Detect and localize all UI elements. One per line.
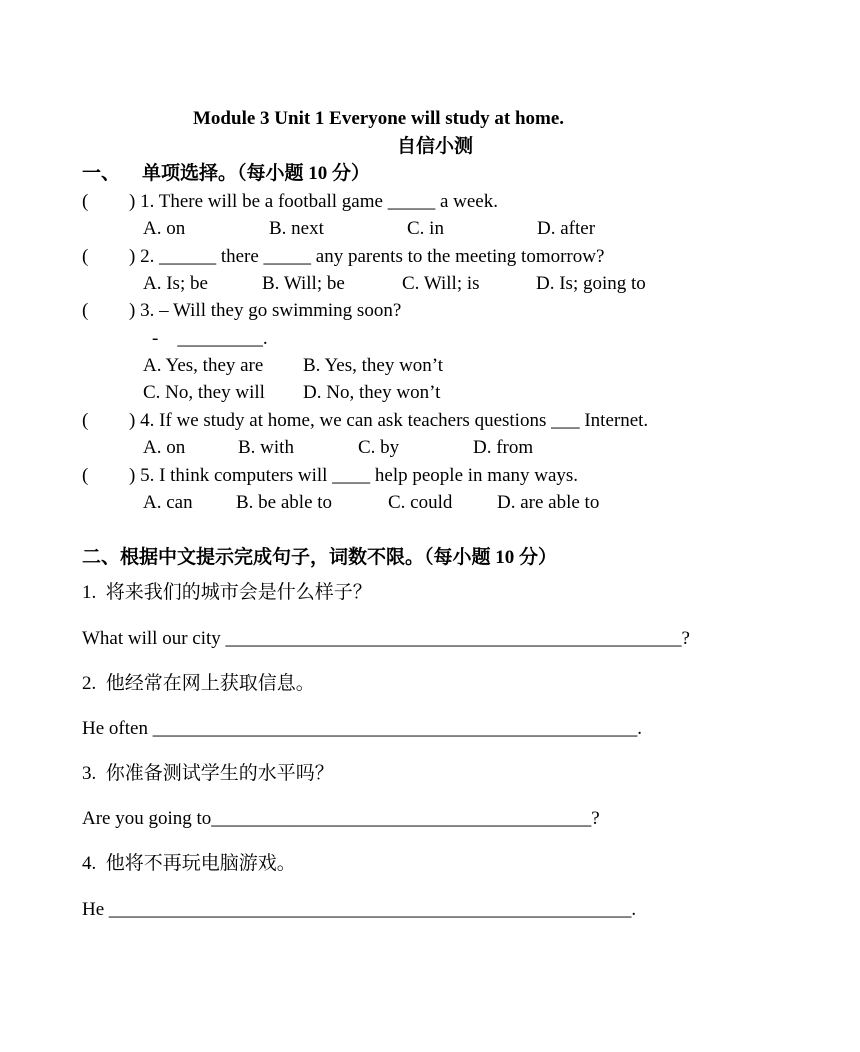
q5-option-b: B. be able to — [236, 492, 333, 513]
q3-stem: ) 3. – Will they go swimming soon? — [129, 300, 402, 321]
s2-item1-answer: What will our city ________________________________________________? — [82, 628, 690, 649]
q3-option-d: D. No, they won’t — [303, 382, 441, 403]
q1-option-a: A. on — [143, 218, 186, 239]
q4-option-a: A. on — [143, 437, 186, 458]
s2-item1-prompt: 1. 将来我们的城市会是什么样子？ — [82, 582, 372, 603]
q4-option-d: D. from — [473, 437, 534, 458]
s2-item4-answer: He _______________________________________________________. — [82, 899, 637, 920]
q5-paren: ( — [82, 465, 89, 486]
q4-stem: ) 4. If we study at home, we can ask teachers questions ___ Internet. — [129, 410, 649, 431]
q4-option-b: B. with — [238, 437, 294, 458]
s2-item3-prompt: 3. 你准备测试学生的水平吗？ — [82, 763, 334, 784]
q5-option-d: D. are able to — [497, 492, 600, 513]
q2-option-c: C. Will; is — [402, 273, 480, 294]
q5-option-a: A. can — [143, 492, 193, 513]
q1-paren: ( — [82, 191, 89, 212]
q3-paren: ( — [82, 300, 89, 321]
q2-option-b: B. Will; be — [262, 273, 345, 294]
document-title: Module 3 Unit 1 Everyone will study at home. — [193, 108, 565, 129]
q2-paren: ( — [82, 246, 89, 267]
s2-item2-prompt: 2. 他经常在网上获取信息。 — [82, 673, 315, 694]
section1-heading: 单项选择。（每小题 10 分） — [142, 163, 371, 184]
s2-item2-answer: He often ___________________________________________________. — [82, 718, 642, 739]
q1-option-b: B. next — [269, 218, 324, 239]
q3-option-a: A. Yes, they are — [143, 355, 264, 376]
q5-stem: ) 5. I think computers will ____ help people in many ways. — [129, 465, 579, 486]
q5-option-c: C. could — [388, 492, 453, 513]
q4-option-c: C. by — [358, 437, 400, 458]
section1-number: 一、 — [82, 163, 121, 184]
section2-heading: 二、根据中文提示完成句子，词数不限。（每小题 10 分） — [82, 547, 558, 568]
q1-option-d: D. after — [537, 218, 596, 239]
s2-item3-answer: Are you going to________________________________________? — [82, 808, 600, 829]
s2-item4-prompt: 4. 他将不再玩电脑游戏。 — [82, 853, 296, 874]
q3-option-b: B. Yes, they won’t — [303, 355, 444, 376]
q1-option-c: C. in — [407, 218, 444, 239]
q2-stem: ) 2. ______ there _____ any parents to the meeting tomorrow? — [129, 246, 605, 267]
document-subtitle: 自信小测 — [397, 136, 474, 157]
q2-option-a: A. Is; be — [143, 273, 208, 294]
q2-option-d: D. Is; going to — [536, 273, 646, 294]
q1-stem: ) 1. There will be a football game _____ a week. — [129, 191, 498, 212]
q4-paren: ( — [82, 410, 89, 431]
q3-option-c: C. No, they will — [143, 382, 265, 403]
q3-answer-line: - _________. — [152, 328, 268, 349]
